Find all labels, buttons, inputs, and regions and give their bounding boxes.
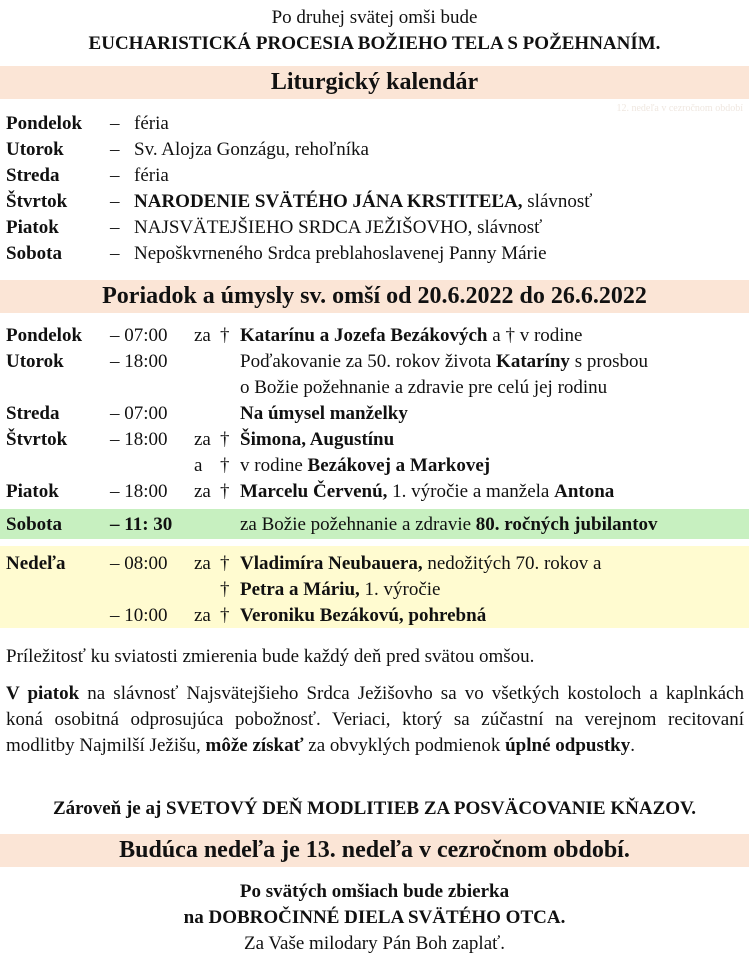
friday-bold: V piatok (6, 683, 80, 704)
calendar-row (6, 189, 746, 215)
calendar-day: Sobota (6, 243, 62, 264)
calendar-title-text: Liturgický kalendár (270, 69, 479, 95)
mass-text-post: s prosbou (569, 351, 649, 372)
calendar-row (6, 241, 746, 267)
mass-intention (240, 349, 648, 375)
mass-day: Streda (6, 403, 60, 424)
mass-row (6, 427, 746, 453)
cross-icon: † (220, 481, 230, 502)
friday-text-2: za obvyklých podmienok (303, 735, 506, 756)
mass-row (6, 577, 746, 603)
calendar-desc (134, 215, 542, 241)
calendar-desc (134, 137, 369, 163)
mass-text-bold: Vladimíra Neubauera, (240, 553, 423, 574)
mass-row (6, 401, 746, 427)
mass-text-bold: Katarínu a Jozefa Bezákových (240, 325, 488, 346)
calendar-desc (134, 163, 169, 189)
mass-row (6, 453, 746, 479)
calendar-desc-bold: NARODENIE SVÄTÉHO JÁNA KRSTITEĽA, (134, 191, 523, 212)
calendar-day: Utorok (6, 139, 64, 160)
mass-row (6, 375, 746, 401)
cross-icon: † (220, 325, 230, 346)
mass-text-bold: Šimona, Augustínu (240, 429, 395, 450)
mass-intention (240, 512, 658, 538)
mass-row (6, 479, 746, 505)
calendar-row (6, 137, 746, 163)
calendar-desc-pre: Sv. Alojza Gonzágu, rehoľníka (134, 139, 369, 160)
masses-title (0, 280, 749, 313)
mass-text-pre: o Božie požehnanie a zdravie pre celú jej rodinu (240, 377, 608, 398)
friday-end: . (630, 735, 635, 756)
mass-intention (240, 401, 408, 427)
mass-text-pre: Poďakovanie za 50. rokov života (240, 351, 497, 372)
mass-text-bold: Kataríny (496, 351, 570, 372)
mass-text-bold-2: Antona (554, 481, 615, 502)
mass-text-bold: Petra a Máriu, (240, 579, 360, 600)
mass-text-post: 1. výročie (359, 579, 441, 600)
mass-day: Pondelok (6, 325, 83, 346)
calendar-desc-pre: NAJSVÄTEJŠIEHO SRDCA JEŽIŠOVHO, slávnosť (134, 217, 543, 238)
prayer-day-note: Zároveň je aj SVETOVÝ DEŇ MODLITIEB ZA POSVÄCOVANIE KŇAZOV. (52, 798, 697, 819)
calendar-day: Štvrtok (6, 191, 68, 212)
calendar-day: Pondelok (6, 113, 83, 134)
calendar-dash: – (110, 165, 120, 186)
calendar-desc-pre: féria (134, 113, 169, 134)
mass-text-bold: Marcelu Červenú, (240, 481, 388, 502)
mass-time: – 07:00 (110, 325, 168, 346)
mass-day: Utorok (6, 351, 64, 372)
calendar-title (0, 66, 749, 99)
cross-icon: † (220, 429, 230, 450)
mass-row (6, 323, 746, 349)
mass-za: za (194, 429, 211, 450)
friday-bold-3: úplné odpustky (505, 735, 631, 756)
mass-intention (240, 453, 490, 479)
intro (0, 5, 749, 57)
faint-note: 12. nedeľa v cezročnom období (616, 103, 743, 114)
calendar-desc (134, 189, 592, 215)
calendar-dash: – (110, 217, 120, 238)
calendar-row (6, 111, 746, 137)
calendar-desc (134, 111, 169, 137)
mass-intention (240, 323, 583, 349)
calendar-row (6, 215, 746, 241)
intro-line-2: EUCHARISTICKÁ PROCESIA BOŽIEHO TELA S POŽEHNANÍM. (88, 33, 661, 54)
mass-za: za (194, 481, 211, 502)
mass-row (6, 512, 746, 538)
next-sunday (0, 834, 749, 867)
mass-intention (240, 479, 614, 505)
mass-text-post: nedožitých 70. rokov a (422, 553, 602, 574)
cross-icon: † (220, 553, 230, 574)
mass-day: Piatok (6, 481, 59, 502)
mass-time: – 10:00 (110, 605, 168, 626)
mass-intention (240, 427, 394, 453)
mass-text-bold: 80. ročných jubilantov (475, 514, 658, 535)
mass-day: Nedeľa (6, 553, 66, 574)
calendar-desc-pre: féria (134, 165, 169, 186)
masses-title-text: Poriadok a úmysly sv. omší od 20.6.2022 do 26.6.2022 (102, 283, 647, 309)
mass-text-post: 1. výročie a manžela (387, 481, 555, 502)
mass-za: za (194, 605, 211, 626)
mass-text-bold: Na úmysel manželky (240, 403, 408, 424)
mass-time: – 11: 30 (110, 514, 173, 535)
mass-text-bold: Veroniku Bezákovú, pohrebná (240, 605, 487, 626)
calendar-desc-post: slávnosť (522, 191, 593, 212)
mass-intention (240, 375, 607, 401)
mass-text-post: a † v rodine (487, 325, 583, 346)
mass-time: – 18:00 (110, 351, 168, 372)
mass-row (6, 551, 746, 577)
mass-intention (240, 577, 441, 603)
friday-text-1: na slávnosť Najsvätejšieho Srdca Ježišovho sa vo všetkých kostoloch a kaplnkách koná osobitná odprosujúca pobožnosť. Veriaci, ktorý sa zúčastní na verejnom recitovaní modlitby Najmilší Ježišu, (6, 683, 744, 756)
mass-za: za (194, 553, 211, 574)
calendar-day: Streda (6, 165, 60, 186)
cross-icon: † (220, 579, 230, 600)
calendar-desc (134, 241, 547, 267)
next-sunday-text: Budúca nedeľa je 13. nedeľa v cezročnom období. (119, 837, 630, 863)
mass-time: – 18:00 (110, 481, 168, 502)
mass-text-pre: v rodine (240, 455, 308, 476)
mass-row (6, 603, 746, 629)
mass-intention (240, 551, 601, 577)
calendar-dash: – (110, 139, 120, 160)
mass-time: – 18:00 (110, 429, 168, 450)
collection (0, 879, 749, 957)
calendar-desc-pre: Nepoškvrneného Srdca preblahoslavenej Panny Márie (134, 243, 547, 264)
calendar-day: Piatok (6, 217, 59, 238)
mass-text-pre: za Božie požehnanie a zdravie (240, 514, 476, 535)
friday-bold-2: môže získať (205, 735, 304, 756)
mass-day: Štvrtok (6, 429, 68, 450)
intro-line-1: Po druhej svätej omši bude (271, 7, 478, 28)
mass-day: Sobota (6, 514, 62, 535)
calendar-dash: – (110, 113, 120, 134)
calendar-dash: – (110, 191, 120, 212)
collection-line-2: na DOBROČINNÉ DIELA SVÄTÉHO OTCA. (183, 907, 566, 928)
mass-text-bold: Bezákovej a Markovej (307, 455, 491, 476)
mass-intention (240, 603, 486, 629)
calendar-dash: – (110, 243, 120, 264)
mass-za: za (194, 325, 211, 346)
calendar-row (6, 163, 746, 189)
collection-line-1: Po svätých omšiach bude zbierka (239, 881, 510, 902)
mass-time: – 07:00 (110, 403, 168, 424)
collection-line-3: Za Vaše milodary Pán Boh zaplať. (243, 933, 506, 954)
mass-za: a (194, 455, 203, 476)
mass-time: – 08:00 (110, 553, 168, 574)
cross-icon: † (220, 455, 230, 476)
cross-icon: † (220, 605, 230, 626)
confession-note: Príležitosť ku sviatosti zmierenia bude každý deň pred svätou omšou. (6, 646, 535, 667)
mass-row (6, 349, 746, 375)
friday-note (6, 681, 744, 759)
